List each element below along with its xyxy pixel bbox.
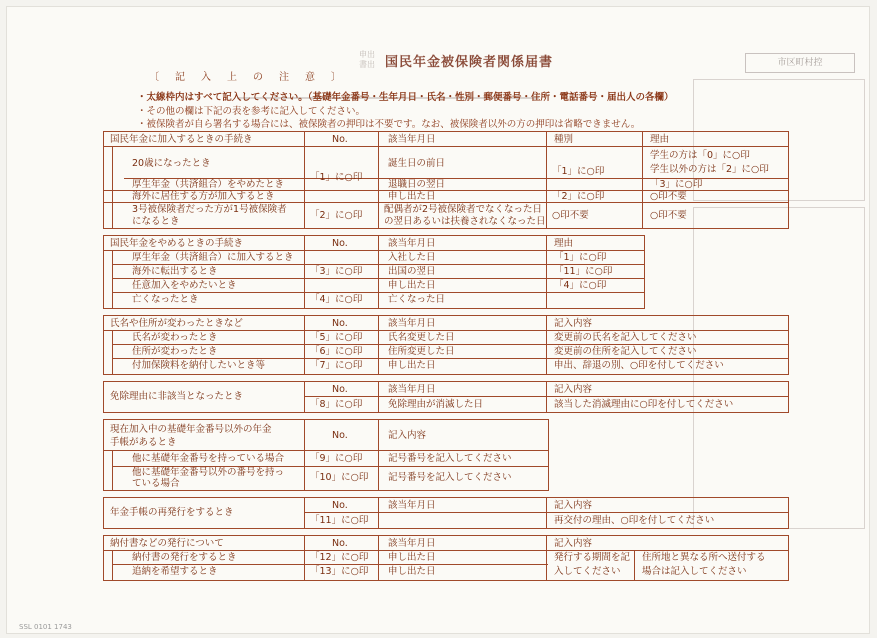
change-table (103, 315, 789, 375)
change-row-2-no: 「6」に○印 (310, 346, 363, 357)
pension-number-row-2-no: 「10」に○印 (310, 472, 369, 483)
join-row-2-reason: 「3」に○印 (650, 179, 703, 190)
pension-number-row-2-label-b: ている場合 (132, 478, 180, 489)
join-table (103, 131, 789, 229)
change-row-3-date: 申し出た日 (388, 360, 436, 371)
join-row-12-type: 「1」に○印 (552, 166, 605, 177)
pension-number-header-a: 現在加入中の基礎年金番号以外の年金 (110, 424, 272, 435)
form-title: 国民年金被保険者関係届書 (385, 55, 554, 70)
quit-header: 国民年金をやめるときの手続き (110, 238, 244, 249)
exempt-table (103, 381, 789, 413)
quit-row-2-reason: 「11」に○印 (554, 266, 613, 277)
join-row-3-reason: ○印不要 (650, 191, 687, 202)
join-row-2-date: 退職日の翌日 (388, 179, 446, 190)
quit-row-2-label: 海外に転出するとき (132, 266, 218, 277)
join-col-reason: 理由 (650, 134, 670, 145)
payslip-row-1-date: 申し出た日 (388, 552, 436, 563)
payslip-header: 納付書などの発行について (110, 538, 224, 549)
join-row-1-reason-b: 学生以外の方は「2」に○印 (650, 164, 769, 175)
quit-col-no: No. (332, 238, 348, 249)
change-row-2-content: 変更前の住所を記入してください (554, 346, 697, 357)
title-sub-top: 申出 (359, 50, 375, 59)
form-code: SSL 0101 1743 (19, 623, 72, 631)
change-row-1-label: 氏名が変わったとき (132, 332, 218, 343)
join-header: 国民年金に加入するときの手続き (110, 134, 253, 145)
quit-row-3-label: 任意加入をやめたいとき (132, 280, 237, 291)
join-row-3-label: 海外に居住する方が加入するとき (132, 191, 275, 202)
payslip-row-1-label: 納付書の発行をするとき (132, 552, 237, 563)
pension-number-row-1-no: 「9」に○印 (310, 453, 363, 464)
exempt-col-date: 該当年月日 (388, 384, 436, 395)
change-row-1-no: 「5」に○印 (310, 332, 363, 343)
payslip-content-a: 発行する期間を記 (554, 552, 631, 563)
exempt-header: 免除理由に非該当となったとき (110, 391, 244, 402)
quit-row-4-date: 亡くなった日 (388, 294, 446, 305)
join-row-4-reason: ○印不要 (650, 210, 687, 221)
pension-number-row-2-label-a: 他に基礎年金番号以外の番号を持っ (132, 467, 285, 478)
payslip-col-no: No. (332, 538, 348, 549)
change-col-date: 該当年月日 (388, 318, 436, 329)
exempt-row-1-no: 「8」に○印 (310, 399, 363, 410)
payslip-content-c: 住所地と異なる所へ送付する (642, 552, 766, 563)
quit-row-2-date: 出国の翌日 (388, 266, 436, 277)
municipality-copy-label: 市区町村控 (745, 53, 855, 73)
change-row-1-date: 氏名変更した日 (388, 332, 455, 343)
pension-number-table (103, 419, 549, 491)
join-row-4-no: 「2」に○印 (310, 210, 363, 221)
change-row-3-no: 「7」に○印 (310, 360, 363, 371)
join-col-no: No. (332, 134, 348, 145)
reissue-table (103, 497, 789, 529)
exempt-col-content: 記入内容 (554, 384, 593, 395)
pension-number-col-no: No. (332, 430, 348, 441)
change-col-content: 記入内容 (554, 318, 593, 329)
quit-row-2-no: 「3」に○印 (310, 266, 363, 277)
payslip-table (103, 535, 789, 581)
quit-row-1-label: 厚生年金（共済組合）に加入するとき (132, 252, 294, 263)
payslip-col-date: 該当年月日 (388, 538, 436, 549)
quit-col-date: 該当年月日 (388, 238, 436, 249)
quit-row-3-reason: 「4」に○印 (554, 280, 607, 291)
change-row-2-date: 住所変更した日 (388, 346, 455, 357)
join-col-date: 該当年月日 (388, 134, 436, 145)
pension-number-header-b: 手帳があるとき (110, 437, 177, 448)
join-row-3-date: 申し出た日 (388, 191, 436, 202)
quit-table (103, 235, 645, 309)
join-row-2-label: 厚生年金（共済組合）をやめたとき (132, 179, 285, 190)
form-sheet (6, 6, 870, 634)
payslip-content-d: 場合は記入してください (642, 566, 747, 577)
join-row-4-label-a: 3号被保険者だった方が1号被保険者 (132, 204, 287, 215)
reissue-label: 年金手帳の再発行をするとき (110, 507, 234, 518)
reissue-row-1-content: 再交付の理由、○印を付してください (554, 515, 715, 526)
notes-heading: 〔 記 入 上 の 注 意 〕 (149, 72, 344, 83)
quit-row-4-label: 亡くなったとき (132, 294, 199, 305)
change-col-no: No. (332, 318, 348, 329)
title-sub-bottom: 書出 (359, 60, 375, 69)
exempt-col-no: No. (332, 384, 348, 395)
join-row-4-date-b: の翌日あるいは扶養されなくなった日 (384, 216, 546, 227)
join-row-1-reason-a: 学生の方は「0」に○印 (650, 150, 750, 161)
quit-row-1-date: 入社した日 (388, 252, 436, 263)
change-row-1-content: 変更前の氏名を記入してください (554, 332, 697, 343)
reissue-row-1-no: 「11」に○印 (310, 515, 369, 526)
change-header: 氏名や住所が変わったときなど (110, 318, 243, 329)
join-col-type: 種別 (554, 134, 574, 145)
change-row-2-label: 住所が変わったとき (132, 346, 218, 357)
reissue-col-no: No. (332, 500, 348, 511)
reissue-col-content: 記入内容 (554, 500, 593, 511)
quit-row-1-reason: 「1」に○印 (554, 252, 607, 263)
join-row-1-label: 20歳になったとき (132, 158, 211, 169)
join-row-4-type: ○印不要 (552, 210, 589, 221)
payslip-row-2-label: 追納を希望するとき (132, 566, 218, 577)
payslip-row-1-no: 「12」に○印 (310, 552, 369, 563)
join-row-3-type: 「2」に○印 (552, 191, 605, 202)
payslip-col-content: 記入内容 (554, 538, 593, 549)
pension-number-row-1-content: 記号番号を記入してください (388, 453, 512, 464)
pension-number-col-content: 記入内容 (388, 430, 427, 441)
join-row-4-label-b: になるとき (132, 216, 180, 227)
join-row-4-date-a: 配偶者が2号被保険者でなくなった日 (384, 204, 543, 215)
exempt-row-1-content: 該当した消滅理由に○印を付してください (554, 399, 734, 410)
payslip-row-2-no: 「13」に○印 (310, 566, 369, 577)
join-row-12-no: 「1」に○印 (310, 172, 363, 183)
note-line-3: ・被保険者が自ら署名する場合には、被保険者の押印は不要です。なお、被保険者以外の方の押印は省略できません。 (137, 119, 641, 130)
exempt-row-1-date: 免除理由が消滅した日 (388, 399, 484, 410)
pension-number-row-2-content: 記号番号を記入してください (388, 472, 512, 483)
quit-row-3-date: 申し出た日 (388, 280, 436, 291)
payslip-content-b: 入してください (554, 566, 621, 577)
change-row-3-label: 付加保険料を納付したいとき等 (132, 360, 266, 371)
change-row-3-content: 申出、辞退の別、○印を付してください (554, 360, 724, 371)
quit-col-reason: 理由 (554, 238, 574, 249)
note-line-2: ・その他の欄は下記の表を参考に記入してください。 (137, 106, 366, 117)
quit-row-4-no: 「4」に○印 (310, 294, 363, 305)
note-line-1: ・太線枠内はすべて記入してください。（基礎年金番号・生年月日・氏名・性別・郵便番号・住所・電話番号・届出人の各欄） (137, 92, 674, 103)
join-row-1-date: 誕生日の前日 (388, 158, 446, 169)
pension-number-row-1-label: 他に基礎年金番号を持っている場合 (132, 453, 285, 464)
reissue-col-date: 該当年月日 (388, 500, 436, 511)
payslip-row-2-date: 申し出た日 (388, 566, 436, 577)
